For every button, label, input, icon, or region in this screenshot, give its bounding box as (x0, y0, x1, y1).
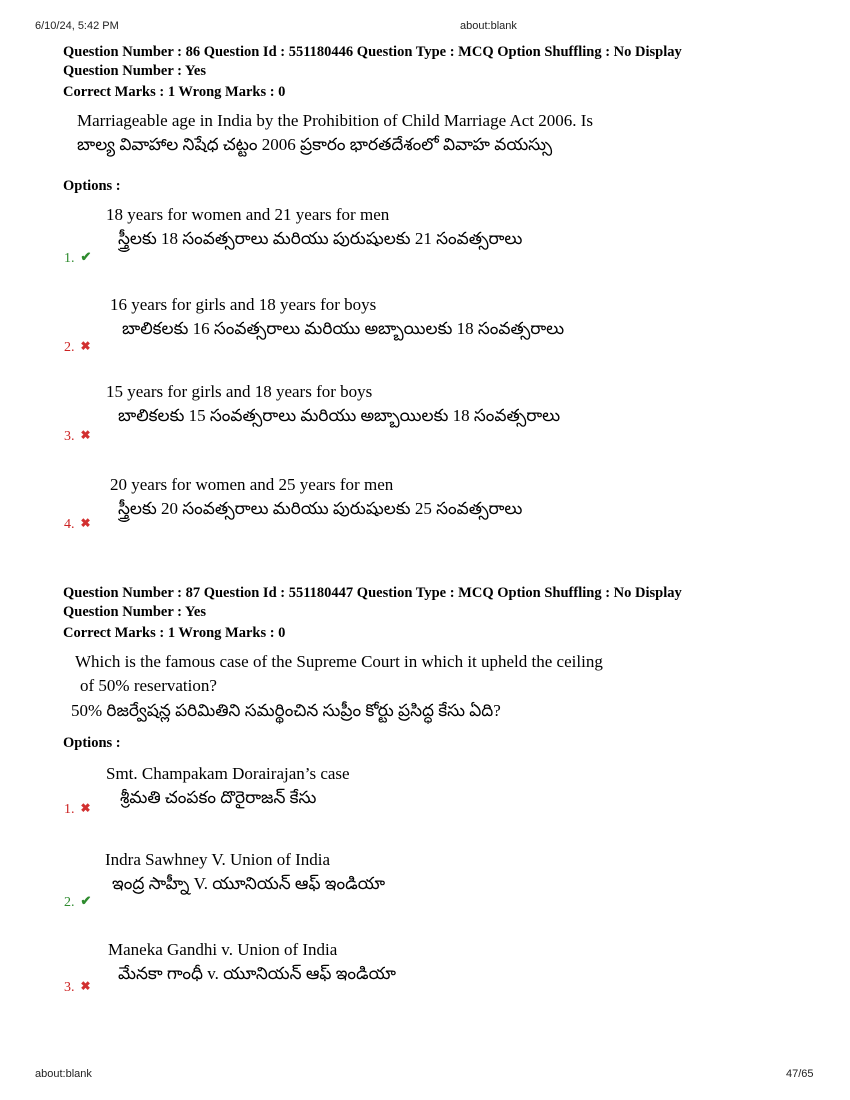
question-86-marks: Correct Marks : 1 Wrong Marks : 0 (63, 84, 286, 100)
cross-icon: ✖ (80, 979, 91, 993)
q86-option-4-number (64, 516, 91, 533)
question-header-line: Question Number : 87 Question Id : 551180447 Question Type : MCQ Option Shuffling : No Display (63, 585, 682, 601)
question-header-line: Question Number : Yes (63, 604, 206, 620)
question-87-text-te: 50% రిజర్వేషన్ల పరిమితిని సమర్థించిన సుప్రీం కోర్టు ప్రసిద్ధ కేసు ఏది? (71, 701, 501, 720)
q87-option-3-number (64, 979, 91, 996)
cross-icon: ✖ (80, 428, 91, 442)
q87-option-2-text-en: Indra Sawhney V. Union of India (105, 850, 331, 869)
q86-option-3-text-te: బాలికలకు 15 సంవత్సరాలు మరియు అబ్బాయిలకు 18 సంవత్సరాలు (118, 406, 561, 425)
question-header-line: Question Number : 86 Question Id : 551180446 Question Type : MCQ Option Shuffling : No Display (63, 44, 682, 60)
question-86-header (63, 43, 682, 81)
option-number-label: 3. (64, 429, 75, 444)
q86-option-1-number (64, 249, 91, 267)
question-86-text-en: Marriageable age in India by the Prohibition of Child Marriage Act 2006. Is (77, 111, 594, 130)
option-number-label: 3. (64, 980, 75, 995)
check-icon: ✔ (80, 249, 92, 264)
cross-icon: ✖ (80, 339, 91, 353)
q86-option-1-text-en: 18 years for women and 21 years for men (106, 205, 390, 224)
option-number-label: 1. (64, 251, 75, 266)
check-icon: ✔ (80, 893, 92, 908)
q86-option-3-text-en: 15 years for girls and 18 years for boys (106, 382, 373, 401)
question-86-options-label: Options : (63, 178, 121, 194)
question-86-text-te: బాల్య వివాహాల నిషేధ చట్టం 2006 ప్రకారం భారతదేశంలో వివాహ వయస్సు (77, 135, 553, 154)
q87-option-3-text-te: మేనకా గాంధీ v. యూనియన్ ఆఫ్ ఇండియా (118, 964, 396, 983)
print-title: about:blank (460, 20, 517, 32)
q86-option-2-text-en: 16 years for girls and 18 years for boys (110, 295, 377, 314)
option-number-label: 4. (64, 517, 75, 532)
question-87-marks: Correct Marks : 1 Wrong Marks : 0 (63, 625, 286, 641)
question-87-text-en-line1: Which is the famous case of the Supreme Court in which it upheld the ceiling (75, 652, 603, 671)
q87-option-3-text-en: Maneka Gandhi v. Union of India (108, 940, 338, 959)
print-footer-url: about:blank (35, 1068, 92, 1080)
q86-option-3-number (64, 428, 91, 445)
q86-option-1-text-te: స్త్రీలకు 18 సంవత్సరాలు మరియు పురుషులకు 21 సంవత్సరాలు (118, 229, 523, 248)
option-number-label: 1. (64, 802, 75, 817)
cross-icon: ✖ (80, 516, 91, 530)
q87-option-1-number (64, 801, 91, 818)
question-header-line: Question Number : Yes (63, 63, 206, 79)
print-datetime: 6/10/24, 5:42 PM (35, 20, 119, 32)
option-number-label: 2. (64, 895, 75, 910)
q86-option-2-number (64, 339, 91, 356)
q87-option-2-number (64, 893, 91, 911)
question-87-text-en-line2: of 50% reservation? (80, 676, 217, 695)
option-number-label: 2. (64, 340, 75, 355)
q86-option-2-text-te: బాలికలకు 16 సంవత్సరాలు మరియు అబ్బాయిలకు 18 సంవత్సరాలు (122, 319, 565, 338)
cross-icon: ✖ (80, 801, 91, 815)
q86-option-4-text-en: 20 years for women and 25 years for men (110, 475, 394, 494)
q87-option-1-text-te: శ్రీమతి చంపకం దొరైరాజన్ కేసు (120, 788, 317, 807)
q87-option-2-text-te: ఇంద్ర సాహ్నీ V. యూనియన్ ఆఫ్ ఇండియా (112, 874, 386, 893)
question-87-options-label: Options : (63, 735, 121, 751)
q86-option-4-text-te: స్త్రీలకు 20 సంవత్సరాలు మరియు పురుషులకు 25 సంవత్సరాలు (118, 499, 523, 518)
q87-option-1-text-en: Smt. Champakam Dorairajan’s case (106, 764, 350, 783)
print-page-number: 47/65 (786, 1068, 814, 1080)
question-87-header (63, 584, 682, 622)
